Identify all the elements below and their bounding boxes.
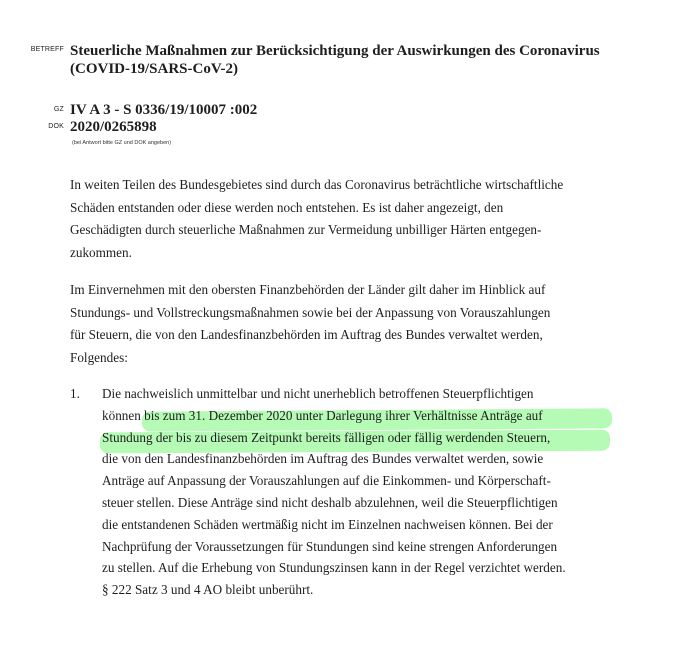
subject-line-1: Steuerliche Maßnahmen zur Berücksichtigung der Auswirkungen des Coronavirus — [70, 43, 600, 59]
subject-heading — [70, 42, 670, 78]
dok-value: 2020/0265898 — [70, 119, 157, 135]
item-line: können bis zum 31. Dezember 2020 unter Darlegung ihrer Verhältnisse Anträge auf — [102, 407, 543, 423]
paragraph-line: für Steuern, die von den Landesfinanzbehörden im Auftrag des Bundes verwaltet werden, — [70, 327, 543, 342]
betreff-label: BETREFF — [30, 46, 64, 53]
paragraph-line: Schäden entstanden oder diese werden noch entstehen. Es ist daher angezeigt, den — [70, 199, 504, 215]
item-line: steuer stellen. Diese Anträge sind nicht deshalb abzulehnen, weil die Steuerpflichtigen — [102, 494, 558, 510]
list-item-number: 1. — [70, 386, 80, 401]
paragraph-line: In weiten Teilen des Bundesgebietes sind durch das Coronavirus beträchtliche wirtschaftliche — [70, 177, 564, 192]
item-line: die von den Landesfinanzbehörden im Auftrag des Bundes verwaltet werden, sowie — [102, 451, 544, 467]
item-line: die entstandenen Schäden wertmäßig nicht im Einzelnen nachweisen können. Bei der — [102, 516, 553, 532]
item-line: zu stellen. Auf die Erhebung von Stundungszinsen kann in der Regel verzichtet werden. — [102, 560, 566, 576]
paragraph-line: Im Einvernehmen mit den obersten Finanzbehörden der Länder gilt daher im Hinblick auf — [70, 282, 546, 297]
item-line: Stundung der bis zu diesem Zeitpunkt bereits fälligen oder fällig werdenden Steuern, — [102, 429, 551, 445]
item-line: § 222 Satz 3 und 4 AO bleibt unberührt. — [102, 582, 314, 598]
item-line: Nachprüfung der Voraussetzungen für Stundungen sind keine strengen Anforderungen — [102, 538, 558, 554]
paragraph-line: zukommen. — [70, 244, 132, 260]
paragraph-line: Stundungs- und Vollstreckungsmaßnahmen sowie bei der Anpassung von Vorauszahlungen — [70, 304, 551, 320]
item-line: Die nachweislich unmittelbar und nicht unerheblich betroffenen Steuerpflichtigen — [102, 386, 534, 401]
list-item-text — [102, 383, 647, 601]
subject-line-2: (COVID-19/SARS-CoV-2) — [70, 61, 239, 77]
reply-note: (bei Antwort bitte GZ und DOK angeben) — [72, 140, 172, 146]
paragraph-agreement — [70, 279, 645, 369]
paragraph-intro — [70, 174, 645, 264]
paragraph-line: Folgendes: — [70, 349, 128, 365]
dok-label: DOK — [48, 123, 64, 130]
item-line: Anträge auf Anpassung der Vorauszahlungen auf die Einkommen- und Körperschaft- — [102, 473, 551, 489]
gz-value: IV A 3 - S 0336/19/10007 :002 — [70, 102, 258, 118]
gz-label: GZ — [53, 106, 64, 113]
paragraph-line: Geschädigten durch steuerliche Maßnahmen zur Vermeidung unbilliger Härten entgegen- — [70, 222, 542, 237]
